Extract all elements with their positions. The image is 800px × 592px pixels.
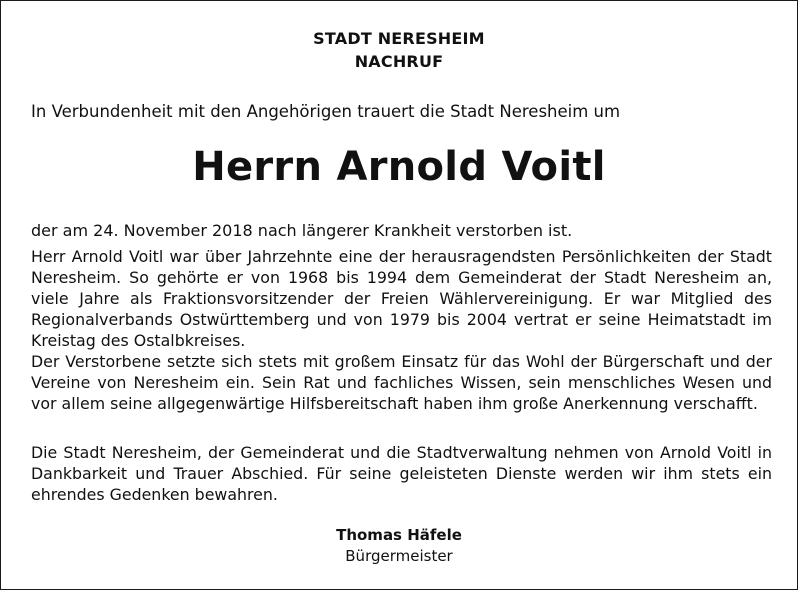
header-city: STADT NERESHEIM — [313, 29, 485, 48]
paragraph-biography: Herr Arnold Voitl war über Jahrzehnte eine der herausragendsten Persönlichkeiten der Stadt Neresheim. So gehörte er von 1968 bis 1994 dem Gemeinderat der Stadt Neresheim an, viele Jahre als Fraktionsvorsitzender der Freien Wählervereinigung. Er war Mitglied des Regionalverbands Ostwürttemberg und von 1979 bis 2004 vertrat er seine Heimatstadt im Kreistag des Ostalbkreises. — [31, 247, 772, 350]
deceased-name: Herrn Arnold Voitl — [192, 144, 606, 190]
signature-title: Bürgermeister — [345, 547, 453, 565]
header-notice-type: NACHRUF — [354, 52, 444, 71]
death-line: der am 24. November 2018 nach längerer Krankheit verstorben ist. — [31, 221, 573, 240]
signature-name: Thomas Häfele — [336, 526, 462, 544]
intro-text: In Verbundenheit mit den Angehörigen trauert die Stadt Neresheim um — [31, 102, 621, 121]
paragraph-farewell: Die Stadt Neresheim, der Gemeinderat und die Stadtverwaltung nehmen von Arnold Voitl in Dankbarkeit und Trauer Abschied. Für seine geleisteten Dienste werden wir ihm stets ein ehrendes Gedenken bewahren. — [31, 443, 772, 504]
paragraph-engagement: Der Verstorbene setzte sich stets mit großem Einsatz für das Wohl der Bürgerschaft und der Vereine von Neresheim ein. Sein Rat und fachliches Wissen, sein menschliches Wesen und vor allem seine allgegenwärtige Hilfsbereitschaft haben ihm große Anerkennung verschafft. — [31, 352, 772, 413]
